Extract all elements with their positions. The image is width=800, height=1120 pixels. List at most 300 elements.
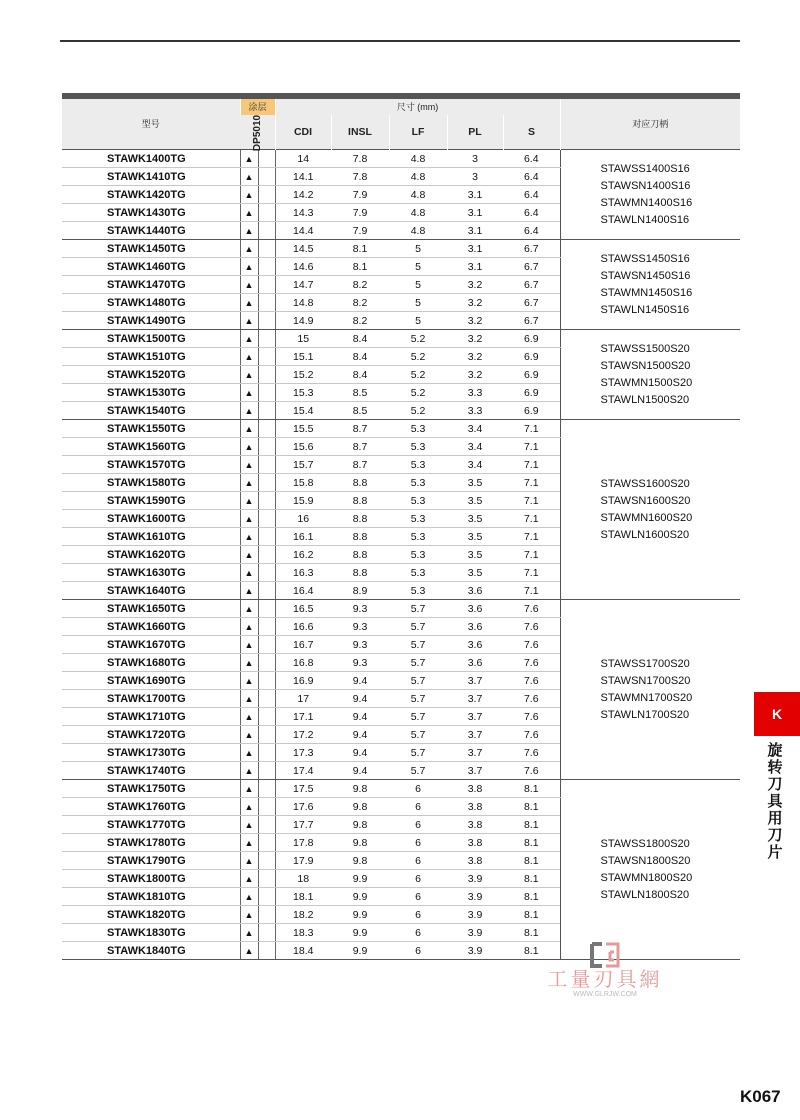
insl-cell: 8.8 [331, 510, 389, 528]
coating-mark-cell: ▲ [240, 510, 258, 528]
lf-cell: 5.7 [389, 726, 447, 744]
s-cell: 7.1 [503, 456, 560, 474]
header-coating: 涂层 [240, 99, 275, 115]
cdi-cell: 16.2 [275, 546, 331, 564]
coating-mark-cell: ▲ [240, 798, 258, 816]
empty-cell [258, 636, 275, 654]
model-cell: STAWK1560TG [62, 438, 240, 456]
cdi-cell: 16.6 [275, 618, 331, 636]
model-cell: STAWK1420TG [62, 186, 240, 204]
lf-cell: 6 [389, 888, 447, 906]
coating-mark-cell: ▲ [240, 618, 258, 636]
empty-cell [258, 402, 275, 420]
pl-cell: 3.1 [447, 258, 503, 276]
lf-cell: 5.3 [389, 492, 447, 510]
insl-cell: 9.3 [331, 654, 389, 672]
cdi-cell: 15.8 [275, 474, 331, 492]
empty-cell [258, 780, 275, 798]
insl-cell: 8.1 [331, 240, 389, 258]
coating-mark-cell: ▲ [240, 942, 258, 960]
cdi-cell: 17.5 [275, 780, 331, 798]
coating-mark-cell: ▲ [240, 240, 258, 258]
model-cell: STAWK1400TG [62, 150, 240, 168]
pl-cell: 3.1 [447, 186, 503, 204]
coating-mark-cell: ▲ [240, 168, 258, 186]
lf-cell: 5 [389, 276, 447, 294]
cdi-cell: 16.7 [275, 636, 331, 654]
cdi-cell: 17 [275, 690, 331, 708]
lf-cell: 5.7 [389, 672, 447, 690]
pl-cell: 3.6 [447, 654, 503, 672]
insl-cell: 7.9 [331, 222, 389, 240]
cdi-cell: 17.6 [275, 798, 331, 816]
lf-cell: 4.8 [389, 222, 447, 240]
pl-cell: 3.8 [447, 780, 503, 798]
insl-cell: 7.9 [331, 186, 389, 204]
empty-cell [258, 672, 275, 690]
s-cell: 7.1 [503, 546, 560, 564]
empty-cell [258, 870, 275, 888]
model-cell: STAWK1500TG [62, 330, 240, 348]
pl-cell: 3.3 [447, 402, 503, 420]
pl-cell: 3.7 [447, 672, 503, 690]
model-cell: STAWK1540TG [62, 402, 240, 420]
model-cell: STAWK1820TG [62, 906, 240, 924]
holder-name: STAWMN1400S16 [600, 196, 693, 209]
model-cell: STAWK1690TG [62, 672, 240, 690]
lf-cell: 5 [389, 240, 447, 258]
pl-cell: 3.7 [447, 690, 503, 708]
pl-cell: 3.2 [447, 348, 503, 366]
holder-name: STAWSS1400S16 [600, 162, 690, 175]
pl-cell: 3.7 [447, 726, 503, 744]
s-cell: 7.6 [503, 654, 560, 672]
coating-mark-cell: ▲ [240, 654, 258, 672]
lf-cell: 6 [389, 942, 447, 960]
insl-cell: 8.8 [331, 492, 389, 510]
cdi-cell: 14.1 [275, 168, 331, 186]
model-cell: STAWK1750TG [62, 780, 240, 798]
s-cell: 7.1 [503, 510, 560, 528]
pl-cell: 3.2 [447, 330, 503, 348]
table-row [62, 420, 740, 438]
cdi-cell: 17.4 [275, 762, 331, 780]
insl-cell: 9.8 [331, 816, 389, 834]
s-cell: 6.7 [503, 294, 560, 312]
empty-cell [258, 762, 275, 780]
model-cell: STAWK1670TG [62, 636, 240, 654]
coating-mark-cell: ▲ [240, 906, 258, 924]
empty-cell [258, 564, 275, 582]
s-cell: 8.1 [503, 852, 560, 870]
cdi-cell: 14.6 [275, 258, 331, 276]
cdi-cell: 17.9 [275, 852, 331, 870]
holder-name: STAWSN1400S16 [600, 179, 691, 192]
cdi-cell: 16.9 [275, 672, 331, 690]
pl-cell: 3.6 [447, 600, 503, 618]
insl-cell: 8.5 [331, 384, 389, 402]
holder-name: STAWMN1800S20 [600, 871, 693, 884]
insl-cell: 9.3 [331, 618, 389, 636]
model-cell: STAWK1660TG [62, 618, 240, 636]
lf-cell: 6 [389, 780, 447, 798]
model-cell: STAWK1440TG [62, 222, 240, 240]
lf-cell: 5.3 [389, 582, 447, 600]
coating-mark-cell: ▲ [240, 186, 258, 204]
cdi-cell: 16.4 [275, 582, 331, 600]
insl-cell: 8.1 [331, 258, 389, 276]
coating-mark-cell: ▲ [240, 150, 258, 168]
insl-cell: 8.2 [331, 294, 389, 312]
cdi-cell: 16.1 [275, 528, 331, 546]
coating-mark-cell: ▲ [240, 258, 258, 276]
coating-mark-cell: ▲ [240, 546, 258, 564]
model-cell: STAWK1650TG [62, 600, 240, 618]
s-cell: 6.4 [503, 150, 560, 168]
coating-mark-cell: ▲ [240, 384, 258, 402]
cdi-cell: 15.9 [275, 492, 331, 510]
empty-cell [258, 240, 275, 258]
empty-cell [258, 852, 275, 870]
top-rule [60, 40, 740, 42]
insl-cell: 9.4 [331, 762, 389, 780]
holder-cell [560, 150, 740, 240]
insl-cell: 8.7 [331, 456, 389, 474]
cdi-cell: 15 [275, 330, 331, 348]
pl-cell: 3 [447, 150, 503, 168]
lf-cell: 5.3 [389, 564, 447, 582]
insl-cell: 9.4 [331, 690, 389, 708]
header-col-insl: INSL [331, 115, 389, 150]
model-cell: STAWK1460TG [62, 258, 240, 276]
s-cell: 8.1 [503, 834, 560, 852]
model-cell: STAWK1710TG [62, 708, 240, 726]
coating-mark-cell: ▲ [240, 222, 258, 240]
pl-cell: 3 [447, 168, 503, 186]
insl-cell: 9.9 [331, 942, 389, 960]
insl-cell: 8.2 [331, 276, 389, 294]
model-cell: STAWK1730TG [62, 744, 240, 762]
model-cell: STAWK1490TG [62, 312, 240, 330]
cdi-cell: 14.8 [275, 294, 331, 312]
holder-name: STAWSS1600S20 [600, 477, 690, 490]
pl-cell: 3.8 [447, 852, 503, 870]
lf-cell: 5.7 [389, 690, 447, 708]
holder-name: STAWSS1450S16 [600, 252, 690, 265]
holder-cell [560, 420, 740, 600]
coating-mark-cell: ▲ [240, 636, 258, 654]
s-cell: 7.1 [503, 474, 560, 492]
cdi-cell: 15.5 [275, 420, 331, 438]
pl-cell: 3.9 [447, 906, 503, 924]
coating-mark-cell: ▲ [240, 816, 258, 834]
spec-table-wrap [62, 93, 740, 960]
lf-cell: 5.7 [389, 618, 447, 636]
holder-name: STAWLN1700S20 [600, 708, 690, 721]
pl-cell: 3.1 [447, 204, 503, 222]
coating-mark-cell: ▲ [240, 348, 258, 366]
holder-name: STAWMN1700S20 [600, 691, 693, 704]
empty-cell [258, 456, 275, 474]
model-cell: STAWK1700TG [62, 690, 240, 708]
insl-cell: 8.4 [331, 348, 389, 366]
cdi-cell: 16 [275, 510, 331, 528]
holder-name: STAWSN1700S20 [600, 674, 691, 687]
cdi-cell: 17.7 [275, 816, 331, 834]
holder-name: STAWLN1500S20 [600, 393, 690, 406]
holder-name: STAWSN1600S20 [600, 494, 691, 507]
s-cell: 8.1 [503, 906, 560, 924]
model-cell: STAWK1510TG [62, 348, 240, 366]
lf-cell: 5.7 [389, 600, 447, 618]
insl-cell: 8.5 [331, 402, 389, 420]
coating-mark-cell: ▲ [240, 312, 258, 330]
coating-mark-cell: ▲ [240, 420, 258, 438]
s-cell: 7.1 [503, 438, 560, 456]
pl-cell: 3.6 [447, 636, 503, 654]
lf-cell: 5.3 [389, 474, 447, 492]
pl-cell: 3.7 [447, 708, 503, 726]
cdi-cell: 15.6 [275, 438, 331, 456]
model-cell: STAWK1720TG [62, 726, 240, 744]
coating-mark-cell: ▲ [240, 744, 258, 762]
s-cell: 7.6 [503, 690, 560, 708]
header-col-cdi: CDI [275, 115, 331, 150]
model-cell: STAWK1680TG [62, 654, 240, 672]
holder-name: STAWMN1450S16 [600, 286, 693, 299]
coating-mark-cell: ▲ [240, 474, 258, 492]
empty-cell [258, 654, 275, 672]
s-cell: 6.7 [503, 312, 560, 330]
header-grade [240, 114, 264, 151]
coating-mark-cell: ▲ [240, 438, 258, 456]
pl-cell: 3.5 [447, 528, 503, 546]
insl-cell: 9.8 [331, 852, 389, 870]
lf-cell: 4.8 [389, 204, 447, 222]
empty-cell [258, 582, 275, 600]
lf-cell: 4.8 [389, 168, 447, 186]
pl-cell: 3.2 [447, 312, 503, 330]
s-cell: 6.9 [503, 384, 560, 402]
model-cell: STAWK1740TG [62, 762, 240, 780]
insl-cell: 9.9 [331, 906, 389, 924]
model-cell: STAWK1410TG [62, 168, 240, 186]
watermark-text: 工量刃具網 [547, 967, 663, 991]
pl-cell: 3.9 [447, 870, 503, 888]
coating-mark-cell: ▲ [240, 582, 258, 600]
cdi-cell: 18.3 [275, 924, 331, 942]
pl-cell: 3.9 [447, 942, 503, 960]
logo-mark-icon [588, 942, 622, 968]
insl-cell: 9.8 [331, 780, 389, 798]
pl-cell: 3.6 [447, 618, 503, 636]
lf-cell: 5.2 [389, 366, 447, 384]
cdi-cell: 17.8 [275, 834, 331, 852]
s-cell: 7.6 [503, 744, 560, 762]
model-cell: STAWK1530TG [62, 384, 240, 402]
holder-cell [560, 780, 740, 960]
holder-cell [560, 240, 740, 330]
lf-cell: 5.7 [389, 636, 447, 654]
s-cell: 7.1 [503, 492, 560, 510]
pl-cell: 3.7 [447, 744, 503, 762]
empty-cell [258, 438, 275, 456]
lf-cell: 5.3 [389, 456, 447, 474]
lf-cell: 5.3 [389, 420, 447, 438]
holder-name: STAWSS1700S20 [600, 657, 690, 670]
header-col-pl: PL [447, 115, 503, 150]
lf-cell: 6 [389, 834, 447, 852]
empty-cell [258, 474, 275, 492]
pl-cell: 3.5 [447, 546, 503, 564]
holder-name: STAWMN1600S20 [600, 511, 693, 524]
empty-cell [258, 600, 275, 618]
cdi-cell: 17.1 [275, 708, 331, 726]
s-cell: 8.1 [503, 816, 560, 834]
empty-cell [258, 150, 275, 168]
holder-name: STAWSN1450S16 [600, 269, 691, 282]
section-tab-letter: K [754, 692, 800, 736]
insl-cell: 8.7 [331, 438, 389, 456]
empty-cell [258, 294, 275, 312]
s-cell: 8.1 [503, 942, 560, 960]
coating-mark-cell: ▲ [240, 672, 258, 690]
holder-name: STAWLN1450S16 [600, 303, 690, 316]
empty-cell [258, 906, 275, 924]
coating-mark-cell: ▲ [240, 276, 258, 294]
coating-mark-cell: ▲ [240, 690, 258, 708]
empty-cell [258, 384, 275, 402]
header-dims: 尺寸 (mm) [275, 99, 560, 115]
empty-cell [258, 924, 275, 942]
lf-cell: 5.2 [389, 384, 447, 402]
insl-cell: 7.8 [331, 150, 389, 168]
pl-cell: 3.4 [447, 438, 503, 456]
s-cell: 7.6 [503, 726, 560, 744]
pl-cell: 3.2 [447, 366, 503, 384]
lf-cell: 5.2 [389, 402, 447, 420]
lf-cell: 5.3 [389, 546, 447, 564]
s-cell: 7.1 [503, 528, 560, 546]
s-cell: 6.4 [503, 204, 560, 222]
lf-cell: 4.8 [389, 150, 447, 168]
s-cell: 8.1 [503, 924, 560, 942]
pl-cell: 3.2 [447, 294, 503, 312]
s-cell: 6.9 [503, 366, 560, 384]
s-cell: 8.1 [503, 870, 560, 888]
model-cell: STAWK1550TG [62, 420, 240, 438]
s-cell: 6.9 [503, 330, 560, 348]
insl-cell: 7.9 [331, 204, 389, 222]
insl-cell: 8.7 [331, 420, 389, 438]
lf-cell: 6 [389, 852, 447, 870]
empty-cell [258, 312, 275, 330]
pl-cell: 3.9 [447, 924, 503, 942]
empty-cell [258, 366, 275, 384]
empty-cell [258, 708, 275, 726]
model-cell: STAWK1480TG [62, 294, 240, 312]
holder-name: STAWLN1800S20 [600, 888, 690, 901]
section-tab-title: 旋转刀具用刀片 [767, 742, 783, 861]
pl-cell: 3.9 [447, 888, 503, 906]
header-model: 型号 [62, 99, 240, 150]
empty-cell [258, 798, 275, 816]
s-cell: 7.6 [503, 762, 560, 780]
model-cell: STAWK1580TG [62, 474, 240, 492]
pl-cell: 3.7 [447, 762, 503, 780]
coating-mark-cell: ▲ [240, 852, 258, 870]
s-cell: 8.1 [503, 798, 560, 816]
model-cell: STAWK1620TG [62, 546, 240, 564]
empty-cell [258, 348, 275, 366]
cdi-cell: 15.1 [275, 348, 331, 366]
insl-cell: 9.4 [331, 708, 389, 726]
empty-cell [258, 690, 275, 708]
model-cell: STAWK1800TG [62, 870, 240, 888]
coating-mark-cell: ▲ [240, 888, 258, 906]
table-row [62, 600, 740, 618]
s-cell: 7.1 [503, 564, 560, 582]
empty-cell [258, 528, 275, 546]
pl-cell: 3.1 [447, 222, 503, 240]
cdi-cell: 17.2 [275, 726, 331, 744]
empty-cell [258, 618, 275, 636]
cdi-cell: 15.4 [275, 402, 331, 420]
s-cell: 6.7 [503, 240, 560, 258]
insl-cell: 9.9 [331, 888, 389, 906]
cdi-cell: 16.5 [275, 600, 331, 618]
empty-cell [258, 186, 275, 204]
insl-cell: 9.3 [331, 636, 389, 654]
insl-cell: 9.9 [331, 924, 389, 942]
cdi-cell: 15.7 [275, 456, 331, 474]
coating-mark-cell: ▲ [240, 366, 258, 384]
pl-cell: 3.5 [447, 474, 503, 492]
insl-cell: 8.4 [331, 330, 389, 348]
coating-mark-cell: ▲ [240, 294, 258, 312]
model-cell: STAWK1790TG [62, 852, 240, 870]
model-cell: STAWK1600TG [62, 510, 240, 528]
pl-cell: 3.6 [447, 582, 503, 600]
insl-cell: 8.8 [331, 564, 389, 582]
coating-mark-cell: ▲ [240, 492, 258, 510]
insl-cell: 9.3 [331, 600, 389, 618]
table-row [62, 780, 740, 798]
insl-cell: 8.4 [331, 366, 389, 384]
s-cell: 6.4 [503, 168, 560, 186]
lf-cell: 6 [389, 798, 447, 816]
cdi-cell: 18.2 [275, 906, 331, 924]
lf-cell: 6 [389, 906, 447, 924]
s-cell: 7.1 [503, 420, 560, 438]
lf-cell: 5.7 [389, 708, 447, 726]
model-cell: STAWK1430TG [62, 204, 240, 222]
holder-name: STAWLN1400S16 [600, 213, 690, 226]
cdi-cell: 14.2 [275, 186, 331, 204]
pl-cell: 3.8 [447, 816, 503, 834]
model-cell: STAWK1770TG [62, 816, 240, 834]
pl-cell: 3.1 [447, 240, 503, 258]
coating-mark-cell: ▲ [240, 528, 258, 546]
holder-cell [560, 330, 740, 420]
watermark-url: WWW.GLRJW.COM [573, 991, 637, 998]
table-row [62, 330, 740, 348]
s-cell: 7.6 [503, 600, 560, 618]
s-cell: 6.7 [503, 276, 560, 294]
holder-name: STAWMN1500S20 [600, 376, 693, 389]
model-cell: STAWK1630TG [62, 564, 240, 582]
coating-mark-cell: ▲ [240, 330, 258, 348]
